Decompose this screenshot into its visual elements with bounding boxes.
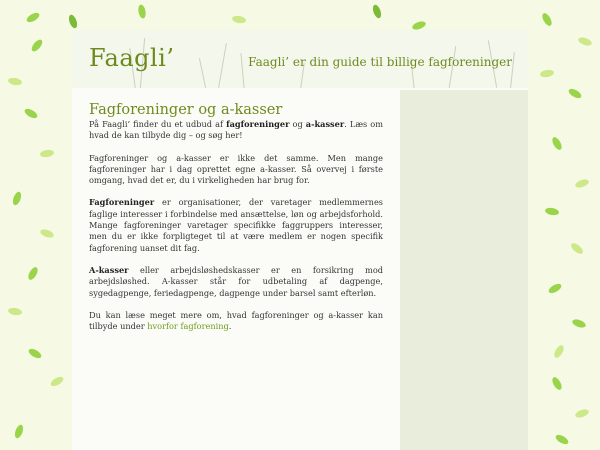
leaf-icon	[39, 228, 55, 239]
leaf-icon	[25, 11, 41, 24]
intro-paragraph: På Faagli’ finder du et udbud af fagforeninger og a-kasser. Læs om hvad de kan tilbyde dig – og søg her!	[89, 119, 383, 141]
leaf-icon	[26, 266, 39, 282]
leaf-icon	[571, 318, 587, 329]
leaf-icon	[540, 12, 553, 28]
leaf-icon	[7, 77, 22, 86]
leaf-icon	[539, 69, 554, 78]
leaf-icon	[567, 87, 583, 100]
leaf-icon	[11, 191, 22, 207]
leaf-icon	[550, 376, 563, 392]
site-tagline: Faagli’ er din guide til billige fagforeninger	[248, 55, 512, 69]
leaf-icon	[23, 107, 39, 120]
leaf-icon	[30, 38, 44, 53]
leaf-icon	[574, 408, 590, 419]
leaf-icon	[569, 241, 584, 255]
leaf-icon	[574, 178, 590, 189]
sidebar	[400, 90, 528, 450]
a-kasser-paragraph: A-kasser eller arbejdsløshedskasser er en forsikring mod arbejdsløshed. A-kasser står for udbetaling af dagpenge, sygedagpenge, feriedagpenge, dagpenge under barsel samt efterløn.	[89, 264, 383, 298]
leaf-icon	[577, 36, 593, 47]
fagforeninger-paragraph: Fagforeninger er organisationer, der varetager medlemmernes faglige interesser i forbindelse med ansættelse, løn og arbejdsforhold. Mange fagforeninger varetager specifikke faggruppers interesser, men du er ikke forpligteget til at være medlem er nogen specifik fagforening uanset dit fag.	[89, 197, 383, 253]
leaf-icon	[371, 4, 382, 20]
leaf-icon	[39, 149, 54, 158]
page-title: Fagforeninger og a-kasser	[89, 102, 283, 118]
leaf-icon	[27, 347, 43, 360]
site-header	[72, 30, 528, 88]
hvorfor-fagforening-link[interactable]: hvorfor fagforening	[147, 321, 229, 332]
main-content	[89, 102, 383, 343]
read-more-paragraph: Du kan læse meget mere om, hvad fagforeninger og a-kasser kan tilbyde under hvorfor fagforening.	[89, 309, 383, 332]
leaf-icon	[67, 14, 78, 30]
leaf-icon	[550, 136, 563, 152]
leaf-icon	[13, 424, 24, 440]
leaf-icon	[547, 282, 563, 295]
page-container	[72, 30, 528, 450]
leaf-icon	[137, 4, 146, 19]
leaf-icon	[231, 15, 246, 24]
leaf-icon	[554, 433, 570, 446]
leaf-icon	[544, 207, 559, 216]
leaf-icon	[552, 344, 565, 360]
site-title[interactable]: Faagli’	[89, 44, 175, 72]
difference-paragraph: Fagforeninger og a-kasser er ikke det samme. Men mange fagforeninger har i dag oprettet egne a-kasser. Så overvej i første omgang, hvad det er, du i virkeligheden har brug for.	[89, 152, 383, 186]
leaf-icon	[49, 375, 65, 388]
leaf-icon	[7, 307, 22, 316]
